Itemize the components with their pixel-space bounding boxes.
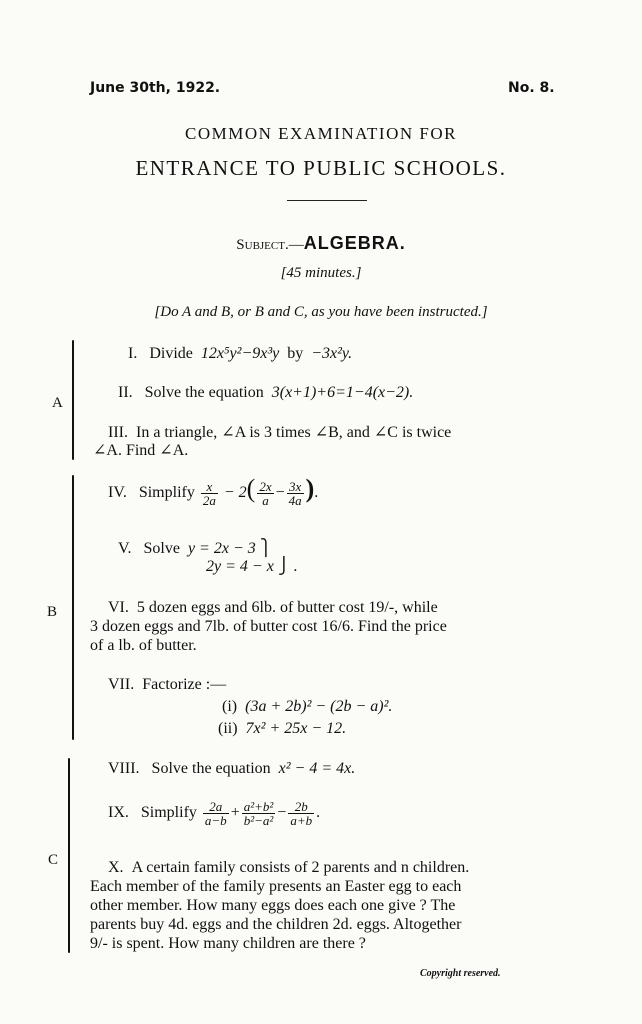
subject-heading <box>0 233 642 254</box>
question-10: X. A certain family consists of 2 parents and n children. Each member of the family presents an Easter egg to each other member. How many eggs does each one give ? The parents buy 4d. eggs and the children 2d. eggs. Altogether 9/- is spent. How many children are there ? <box>90 859 470 952</box>
section-b-brace <box>72 475 74 740</box>
question-2: II. Solve the equation 3(x+1)+6=1−4(x−2). <box>118 384 414 401</box>
subject-prefix: Subject.— <box>236 237 304 253</box>
copyright-notice: Copyright reserved. <box>420 968 501 979</box>
subject-name: ALGEBRA. <box>303 233 406 253</box>
instruction: [Do A and B, or B and C, as you have been instructed.] <box>154 304 488 320</box>
paper-number: No. 8. <box>508 80 555 96</box>
question-5-eq2: 2y = 4 − x ⎭ . <box>206 558 298 575</box>
question-7: VII. Factorize :— <box>108 676 227 693</box>
question-5: V. Solve y = 2x − 3 ⎫ <box>118 540 272 557</box>
section-b-label: B <box>47 604 58 620</box>
time-allowed: [45 minutes.] <box>280 265 362 281</box>
title-line-1: COMMON EXAMINATION FOR <box>185 124 457 143</box>
question-8: VIII. Solve the equation x² − 4 = 4x. <box>108 760 356 777</box>
question-3: III. In a triangle, ∠A is 3 times ∠B, and ∠C is twice <box>108 424 452 441</box>
question-6: VI. 5 dozen eggs and 6lb. of butter cost 19/-, while 3 dozen eggs and 7lb. of butter cost 16/6. Find the price of a lb. of butter. <box>90 599 447 654</box>
section-c-label: C <box>48 852 59 868</box>
section-c-brace <box>68 758 70 953</box>
question-1: I. Divide 12x⁵y²−9x³y by −3x²y. <box>128 345 353 362</box>
question-4: IV. Simplify $\frac{x}{2a}$ − 2( $\frac{2x}{a}$ − $\frac{3x}{4a}$ ). <box>108 474 319 508</box>
question-3-cont: ∠A. Find ∠A. <box>93 442 189 459</box>
question-7-i: (i) (3a + 2b)² − (2b − a)². <box>222 698 393 715</box>
title-divider <box>287 200 367 201</box>
question-7-ii: (ii) 7x² + 25x − 12. <box>218 720 347 737</box>
section-a-label: A <box>52 395 63 411</box>
title-line-2: ENTRANCE TO PUBLIC SCHOOLS. <box>135 156 507 180</box>
exam-date: June 30th, 1922. <box>90 80 221 96</box>
section-a-brace <box>72 340 74 460</box>
question-9: IX. Simplify $\frac{2a}{a-b}$ + $\frac{\text{a²+b²}}{\text{b²−a²}}$ − $\frac{2b}{a+b}$ . <box>108 799 321 828</box>
